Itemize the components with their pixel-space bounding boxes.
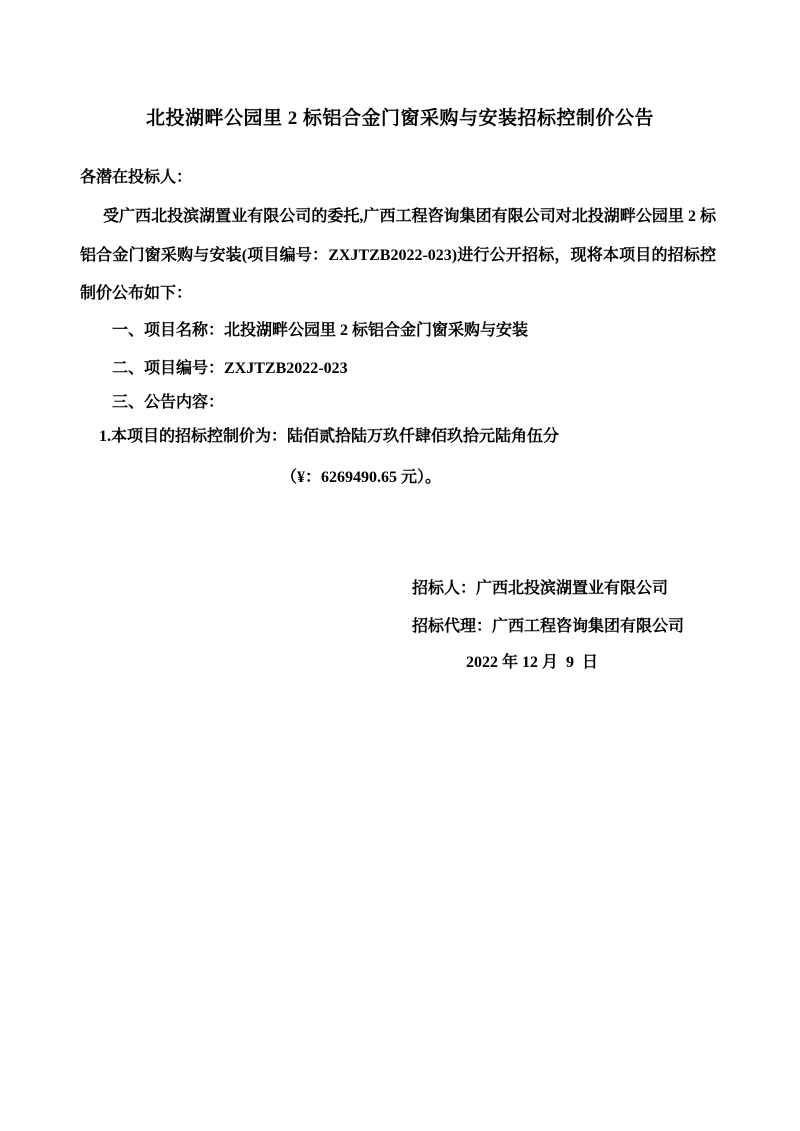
list-item-project-number: 二、项目编号：ZXJTZB2022-023: [112, 360, 348, 377]
signature-tenderer: 招标人：广西北投滨湖置业有限公司: [412, 580, 669, 597]
salutation-line: 各潜在投标人：: [80, 169, 193, 186]
list-item-announcement-content: 三、公告内容：: [112, 394, 225, 411]
list-item-project-name: 一、项目名称：北投湖畔公园里 2 标铝合金门窗采购与安装: [112, 322, 529, 339]
signature-agent: 招标代理：广西工程咨询集团有限公司: [412, 618, 685, 635]
control-price-in-figures: （¥：6269490.65 元）。: [281, 469, 442, 486]
signature-date: 2022 年 12 月 9 日: [466, 654, 599, 671]
intro-paragraph: 受广西北投滨湖置业有限公司的委托,广西工程咨询集团有限公司对北投湖畔公园里 2 标铝合金门窗采购与安装(项目编号：ZXJTZB2022-023)进行公开招标，现将本项目的招标控制价公布如下：: [80, 208, 716, 302]
document-title: 北投湖畔公园里 2 标铝合金门窗采购与安装招标控制价公告: [145, 108, 654, 129]
control-price-in-words: 1.本项目的招标控制价为：陆佰贰拾陆万玖仟肆佰玖拾元陆角伍分: [99, 428, 560, 445]
